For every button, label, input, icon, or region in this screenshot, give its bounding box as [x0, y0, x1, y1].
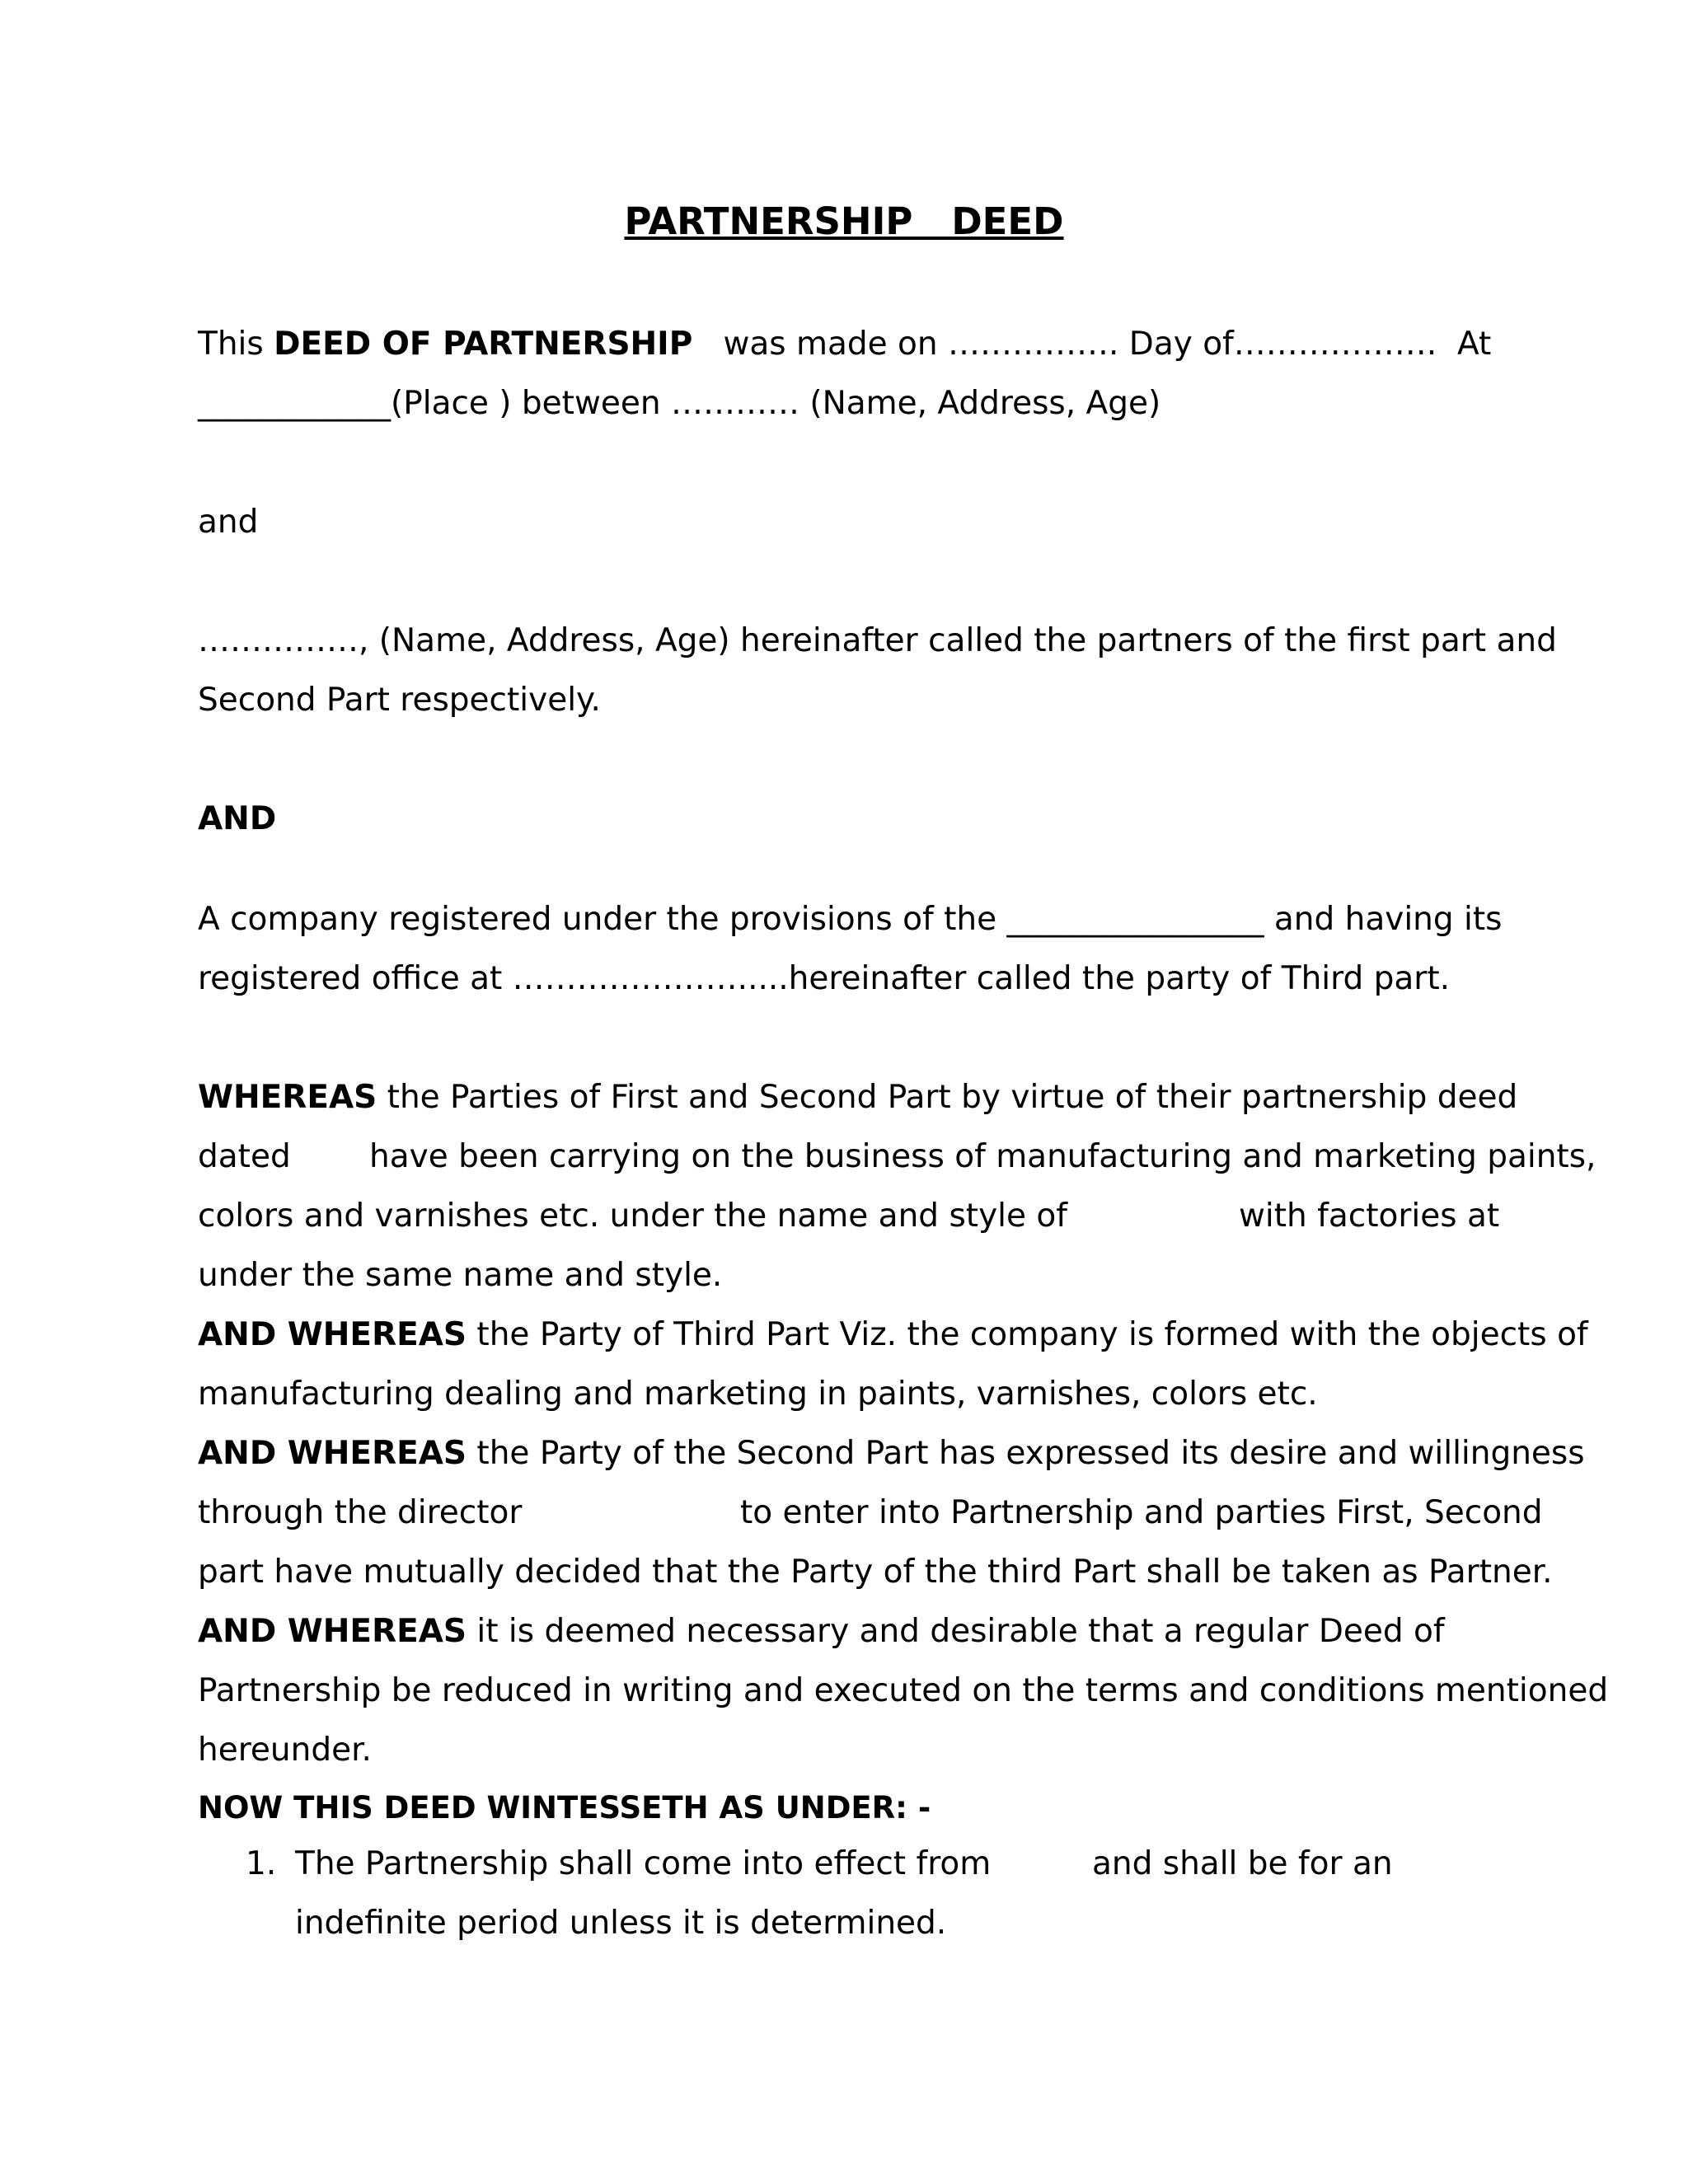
second-party-line-2: Second Part respectively. — [198, 682, 601, 719]
intro-date-text: was made on ……………. Day of………………. At — [692, 326, 1492, 363]
whereas-4-line-3: hereunder. — [198, 1732, 372, 1769]
whereas-label: WHEREAS — [198, 1079, 377, 1116]
clause-number: 1. — [246, 1845, 277, 1882]
whereas-4-line-2: Partnership be reduced in writing and executed on the terms and conditions mentioned — [198, 1672, 1609, 1709]
clause-1-text: The Partnership shall come into effect from — [295, 1845, 992, 1882]
and-whereas-label: AND WHEREAS — [198, 1435, 467, 1472]
whereas-3-line-3: part have mutually decided that the Party of the third Part shall be taken as Partner. — [198, 1554, 1553, 1591]
and-whereas-label: AND WHEREAS — [198, 1613, 467, 1650]
intro-text: This — [198, 326, 274, 363]
intro-line-2: ____________(Place ) between ………… (Name, Address, Age) — [198, 385, 1161, 422]
company-line-1: A company registered under the provisions of the ________________ and having its — [198, 901, 1503, 938]
whereas-4-text: it is deemed necessary and desirable that a regular Deed of — [467, 1613, 1445, 1650]
whereas-2-line-2: manufacturing dealing and marketing in paints, varnishes, colors etc. — [198, 1376, 1318, 1413]
director-text: through the director — [198, 1494, 523, 1531]
whereas-1-line-2 — [198, 1137, 1597, 1177]
whereas-4-line-1 — [198, 1612, 1445, 1652]
witnesseth-heading: NOW THIS DEED WINTESSETH AS UNDER: - — [198, 1790, 931, 1825]
enter-partnership-text: to enter into Partnership and parties First, Second — [740, 1494, 1543, 1531]
whereas-2-text: the Party of Third Part Viz. the company is formed with the objects of — [467, 1316, 1588, 1353]
whereas-3-line-2 — [198, 1493, 1543, 1533]
and-whereas-label: AND WHEREAS — [198, 1316, 467, 1353]
whereas-2-line-1 — [198, 1315, 1588, 1355]
whereas-1-line-1 — [198, 1078, 1517, 1118]
clause-1-line-2: indefinite period unless it is determined. — [295, 1905, 947, 1942]
business-text: have been carrying on the business of manufacturing and marketing paints, — [369, 1138, 1597, 1175]
whereas-1-line-4: under the same name and style. — [198, 1257, 723, 1294]
whereas-3-line-1 — [198, 1434, 1585, 1474]
and-connector: and — [198, 504, 259, 541]
company-line-2: registered office at ………………….....hereinafter called the party of Third part. — [198, 960, 1451, 997]
clause-1-period-text: and shall be for an — [1092, 1845, 1393, 1882]
factories-text: with factories at — [1239, 1197, 1500, 1235]
name-style-text: colors and varnishes etc. under the name and style of — [198, 1197, 1067, 1235]
dated-label: dated — [198, 1138, 291, 1175]
whereas-3-text: the Party of the Second Part has expressed its desire and willingness — [467, 1435, 1585, 1472]
whereas-1-text: the Parties of First and Second Part by virtue of their partnership deed — [377, 1079, 1518, 1116]
deed-of-partnership-label: DEED OF PARTNERSHIP — [274, 326, 693, 363]
document-title: PARTNERSHIP DEED — [624, 199, 1064, 243]
second-party-line-1: ……………, (Name, Address, Age) hereinafter called the partners of the first part and — [198, 622, 1557, 659]
clause-1-line-1 — [295, 1844, 1393, 1884]
and-heading: AND — [198, 800, 277, 837]
whereas-1-line-3 — [198, 1197, 1500, 1236]
intro-line-1 — [198, 325, 1491, 364]
